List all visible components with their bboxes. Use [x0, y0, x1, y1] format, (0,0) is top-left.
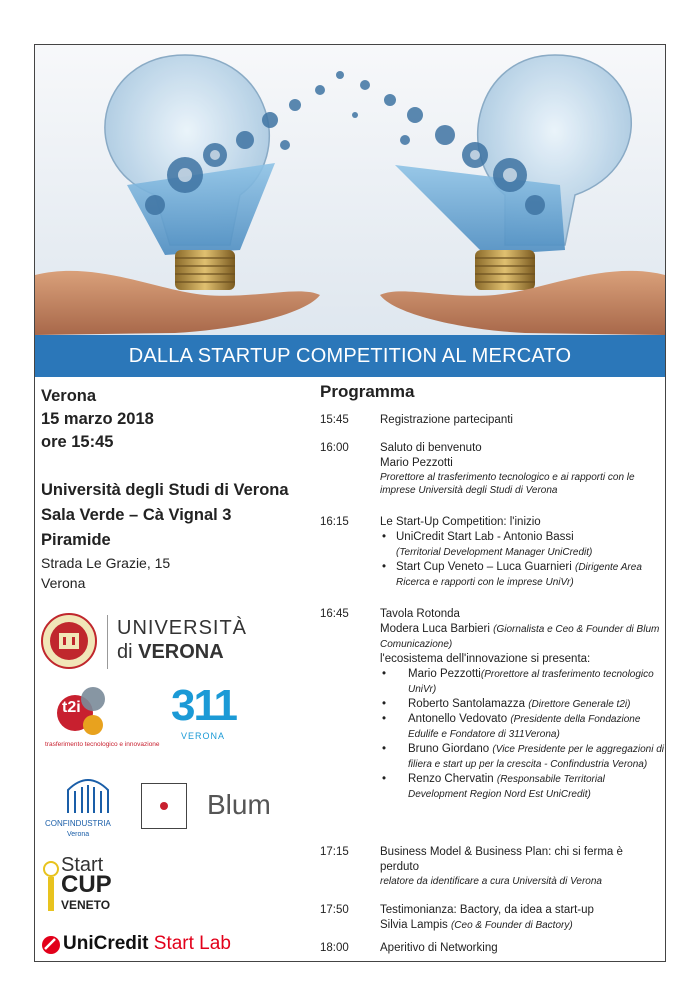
- startcup-line3: VENETO: [61, 898, 111, 912]
- lightbulbs-hands-illustration: [35, 45, 665, 335]
- univr-line2: di VERONA: [117, 641, 224, 663]
- unicredit-startlab-logo: [41, 933, 271, 959]
- row-time: 17:50: [320, 904, 349, 916]
- blum-logo: [141, 783, 291, 833]
- row-note: relatore da identificare a cura Università di Verona: [380, 876, 602, 887]
- programma-title: Programma: [320, 382, 415, 401]
- row-time: 16:45: [320, 608, 349, 620]
- blum-square-icon: [141, 783, 187, 829]
- moderator: Modera Luca Barbieri (Giornalista e Ceo & Founder di Blum Comunicazione): [380, 623, 660, 650]
- address-line: Verona: [41, 575, 86, 591]
- row-time: 17:15: [320, 846, 349, 858]
- row-title: Tavola Rotonda: [380, 608, 460, 620]
- list-item: • Start Cup Veneto – Luca Guarnieri (Dirigente Area Ricerca e rapporti con le imprese UniVr): [380, 560, 665, 590]
- hero-image: [35, 45, 665, 335]
- confindustria-logo: [45, 775, 135, 847]
- row-title: Testimonianza: Bactory, da idea a start-up: [380, 904, 594, 916]
- confindustria-sub: Verona: [67, 831, 90, 838]
- row-title: Saluto di benvenuto: [380, 442, 482, 454]
- row-time: 18:00: [320, 942, 349, 954]
- confindustria-name: CONFINDUSTRIA: [45, 819, 111, 828]
- row-time: 15:45: [320, 414, 349, 426]
- speaker-name: Mario Pezzotti: [380, 457, 453, 469]
- list-item: • Mario Pezzotti(Prorettore al trasferimento tecnologico UniVr): [380, 667, 665, 697]
- list-item: • Antonello Vedovato (Presidente della Fondazione Edulife e Fondatore di 311Verona): [380, 712, 665, 742]
- row-time: 16:00: [320, 442, 349, 454]
- verona311-mark: 311: [171, 681, 236, 730]
- row-title: Registrazione partecipanti: [380, 414, 513, 426]
- list-item: • UniCredit Start Lab - Antonio Bassi (Territorial Development Manager UniCredit): [380, 530, 665, 560]
- verona311-logo: [171, 681, 241, 745]
- venue-line: Università degli Studi di Verona: [41, 481, 289, 499]
- confindustria-emblem-icon: [63, 775, 113, 815]
- t2i-caption: trasferimento tecnologico e innovazione: [45, 741, 160, 748]
- speaker-name: Silvia Lampis (Ceo & Founder di Bactory): [380, 919, 573, 931]
- list-item: • Renzo Chervatin (Responsabile Territorial Development Region Nord Est UniCredit): [380, 772, 665, 802]
- address-line: Strada Le Grazie, 15: [41, 555, 171, 571]
- lightbulb-icon: [43, 859, 59, 915]
- event-date: 15 marzo 2018: [41, 410, 154, 428]
- banner-title: DALLA STARTUP COMPETITION AL MERCATO: [128, 345, 572, 367]
- startcup-line2: CUP: [61, 871, 112, 898]
- t2i-logo: [45, 685, 165, 755]
- flyer-page: [34, 44, 666, 962]
- venue-line: Piramide: [41, 531, 111, 549]
- speaker-role: Prorettore al trasferimento tecnologico e ai rapporti con le imprese Università degli Studi di Verona: [380, 472, 635, 496]
- startcup-line1: Start: [61, 854, 104, 876]
- verona311-caption: VERONA: [181, 731, 226, 741]
- title-banner: [35, 335, 665, 377]
- univr-line1: UNIVERSITÀ: [117, 617, 248, 639]
- blum-name: Blum: [207, 789, 271, 820]
- row-title: Business Model & Business Plan: chi si ferma è perduto: [380, 846, 623, 873]
- univr-logo: [41, 613, 248, 673]
- event-time: ore 15:45: [41, 433, 114, 451]
- row-title: Le Start-Up Competition: l'inizio: [380, 516, 541, 528]
- event-city: Verona: [41, 387, 97, 405]
- startcup-logo: [43, 855, 153, 919]
- row-title: Aperitivo di Networking: [380, 942, 498, 954]
- row-time: 16:15: [320, 516, 349, 528]
- unicredit-icon: [41, 935, 61, 955]
- list-item: • Bruno Giordano (Vice Presidente per le aggregazioni di filiera e start up per la crescita - Confindustria Verona): [380, 742, 665, 772]
- unicredit-text: UniCredit Start Lab: [63, 933, 231, 954]
- t2i-mark: t2i: [62, 699, 81, 716]
- list-item: • Roberto Santolamazza (Direttore Generale t2i): [380, 697, 665, 712]
- univr-seal-icon: [41, 613, 97, 669]
- venue-line: Sala Verde – Cà Vignal 3: [41, 506, 232, 524]
- event-info: [41, 385, 321, 593]
- roundtable-intro: l'ecosistema dell'innovazione si presenta:: [380, 653, 591, 665]
